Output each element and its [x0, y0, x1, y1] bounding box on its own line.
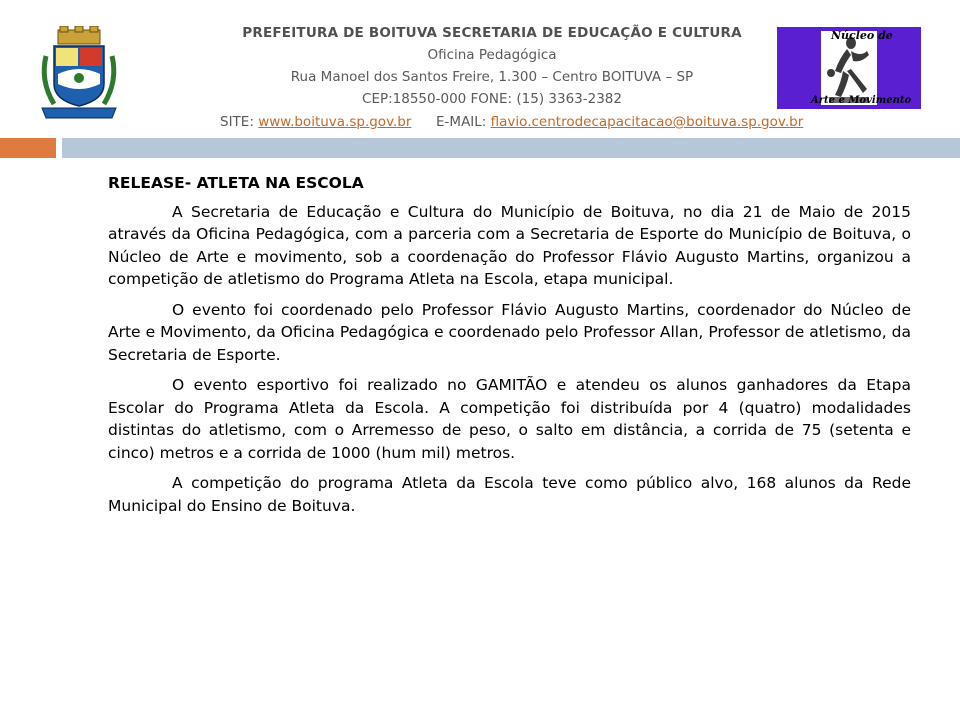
- site-link[interactable]: www.boituva.sp.gov.br: [258, 114, 412, 130]
- logo-text-top: Núcleo de: [831, 29, 893, 42]
- paragraph-1: A Secretaria de Educação e Cultura do Município de Boituva, no dia 21 de Maio de 2015 através da Oficina Pedagógica, com a parceria com a Secretaria de Esporte do Município de Boituva, o Núcleo de Arte e movimento, sob a coordenação do Professor Flávio Augusto Martins, organizou a competição de atletismo do Programa Atleta na Escola, etapa municipal.: [108, 202, 911, 288]
- logo-text-bottom: Arte e Movimento: [811, 95, 912, 106]
- discobolus-statue-icon: [821, 31, 877, 105]
- paragraph-4: A competição do programa Atleta da Escola teve como público alvo, 168 alunos da Rede Municipal do Ensino de Boituva.: [108, 474, 911, 515]
- letterhead-department: Oficina Pedagógica: [427, 47, 557, 63]
- release-title: RELEASE- ATLETA NA ESCOLA: [108, 174, 364, 192]
- nucleo-arte-movimento-logo: [777, 27, 921, 109]
- release-body: [108, 172, 911, 525]
- municipal-crest-logo: [36, 26, 122, 124]
- letterhead-address: Rua Manoel dos Santos Freire, 1.300 – Centro BOITUVA – SP: [290, 69, 694, 85]
- orange-divider-bar: [0, 138, 56, 158]
- paragraph-3: O evento esportivo foi realizado no GAMITÃO e atendeu os alunos ganhadores da Etapa Escolar do Programa Atleta da Escola. A competição foi distribuída por 4 (quatro) modalidades distintas do atletismo, com o Arremesso de peso, o salto em distância, a corrida de 75 (setenta e cinco) metros e a corrida de 1000 (hum mil) metros.: [108, 376, 911, 462]
- blue-divider-bar: [62, 138, 960, 158]
- letterhead-cep-phone: CEP:18550-000 FONE: (15) 3363-2382: [362, 91, 622, 107]
- paragraph-2: O evento foi coordenado pelo Professor Flávio Augusto Martins, coordenador do Núcleo de Arte e Movimento, da Oficina Pedagógica e coordenado pelo Professor Allan, Professor de atletismo, da Secretaria de Esporte.: [108, 300, 911, 364]
- site-label: SITE:: [220, 114, 254, 130]
- email-label: E-MAIL:: [436, 114, 487, 130]
- letterhead: [218, 22, 766, 110]
- email-link[interactable]: flavio.centrodecapacitacao@boituva.sp.gov.br: [490, 114, 804, 130]
- letterhead-institution: PREFEITURA DE BOITUVA SECRETARIA DE EDUCAÇÃO E CULTURA: [242, 25, 742, 41]
- letterhead-contacts: [220, 111, 900, 133]
